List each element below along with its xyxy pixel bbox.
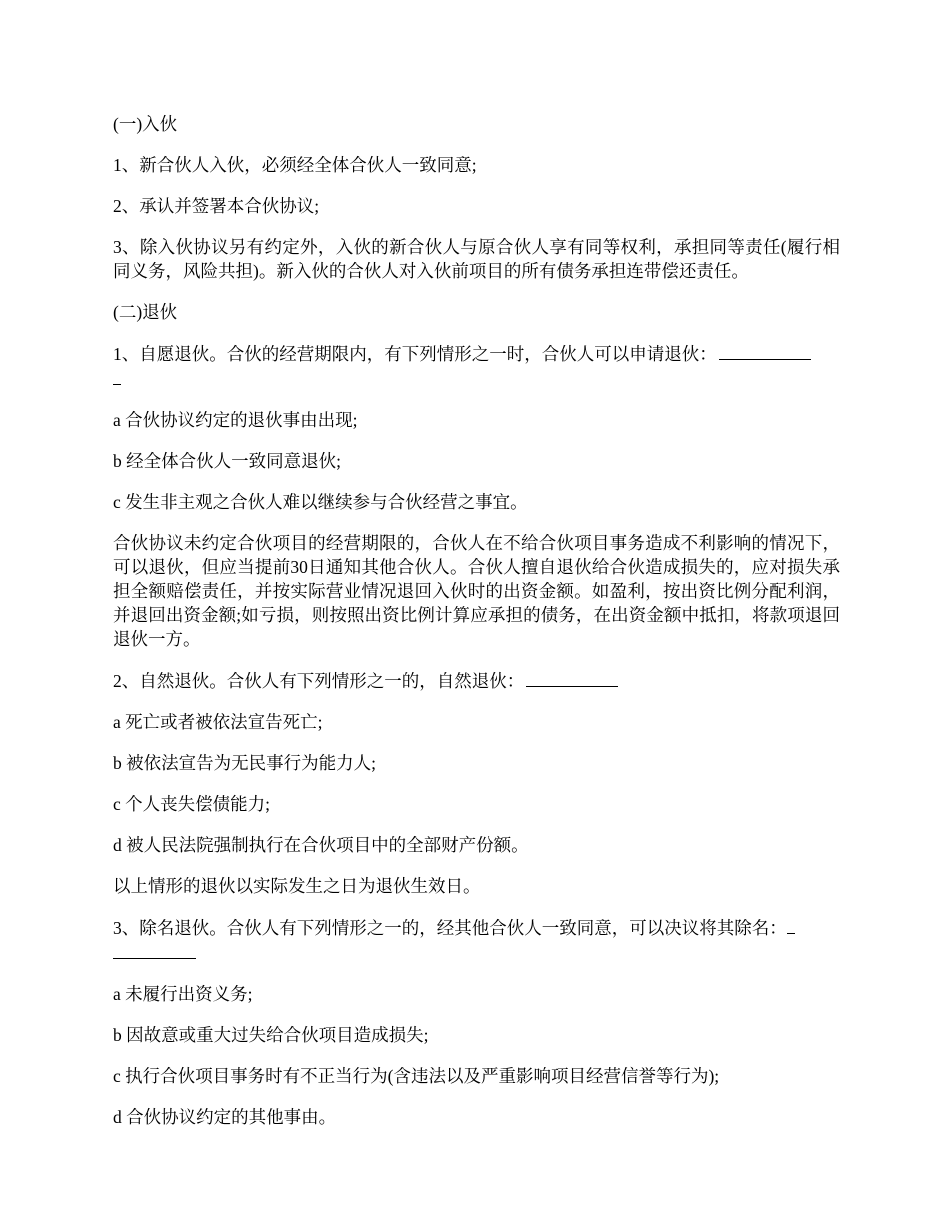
expulsion-item-c: c 执行合伙项目事务时有不正当行为(含违法以及严重影响项目经营信誉等行为); [113, 1066, 720, 1086]
fill-in-blank-3-continued [113, 940, 196, 959]
expulsion-withdrawal-lead [113, 915, 840, 965]
fill-in-blank-1-continued [113, 366, 121, 385]
voluntary-withdrawal-text: 1、自愿退伙。合伙的经营期限内，有下列情形之一时，合伙人可以申请退伙： [113, 344, 717, 364]
natural-item-c: c 个人丧失偿债能力; [113, 794, 271, 814]
fill-in-blank-3 [787, 915, 795, 934]
expulsion-item-b: b 因故意或重大过失给合伙项目造成损失; [113, 1025, 429, 1045]
natural-item-a: a 死亡或者被依法宣告死亡; [113, 712, 323, 732]
natural-withdrawal-text: 2、自然退伙。合伙人有下列情形之一的，自然退伙： [113, 671, 525, 691]
voluntary-item-a: a 合伙协议约定的退伙事由出现; [113, 410, 358, 430]
natural-note: 以上情形的退伙以实际发生之日为退伙生效日。 [113, 876, 481, 896]
expulsion-withdrawal-text: 3、除名退伙。合伙人有下列情形之一的，经其他合伙人一致同意，可以决议将其除名： [113, 918, 787, 938]
natural-item-d: d 被人民法院强制执行在合伙项目中的全部财产份额。 [113, 835, 529, 855]
section-heading-withdrawal: (二)退伙 [113, 302, 178, 322]
joining-clause-2: 2、承认并签署本合伙协议; [113, 196, 320, 216]
natural-withdrawal-lead [113, 668, 840, 693]
joining-clause-1: 1、新合伙人入伙，必须经全体合伙人一致同意; [113, 155, 477, 175]
fill-in-blank-2 [526, 668, 618, 687]
section-heading-joining: (一)入伙 [113, 114, 178, 134]
expulsion-item-a: a 未履行出资义务; [113, 984, 253, 1004]
voluntary-withdrawal-lead [113, 341, 840, 391]
fill-in-blank-1 [719, 341, 811, 360]
document-page [113, 112, 840, 1146]
voluntary-note: 合伙协议未约定合伙项目的经营期限的，合伙人在不给合伙项目事务造成不利影响的情况下，可以退伙，但应当提前30日通知其他合伙人。合伙人擅自退伙给合伙造成损失的，应对损失承担全额赔偿责任，并按实际营业情况退回入伙时的出资金额。如盈利，按出资比例分配利润，并退回出资金额;如亏损，则按照出资比例计算应承担的债务，在出资金额中抵扣，将款项退回退伙一方。 [113, 533, 840, 649]
voluntary-item-c: c 发生非主观之合伙人难以继续参与合伙经营之事宜。 [113, 492, 528, 512]
natural-item-b: b 被依法宣告为无民事行为能力人; [113, 753, 376, 773]
expulsion-item-d: d 合伙协议约定的其他事由。 [113, 1107, 337, 1127]
joining-clause-3: 3、除入伙协议另有约定外，入伙的新合伙人与原合伙人享有同等权利，承担同等责任(履行相同义务，风险共担)。新入伙的合伙人对入伙前项目的所有债务承担连带偿还责任。 [113, 237, 840, 281]
voluntary-item-b: b 经全体合伙人一致同意退伙; [113, 451, 341, 471]
